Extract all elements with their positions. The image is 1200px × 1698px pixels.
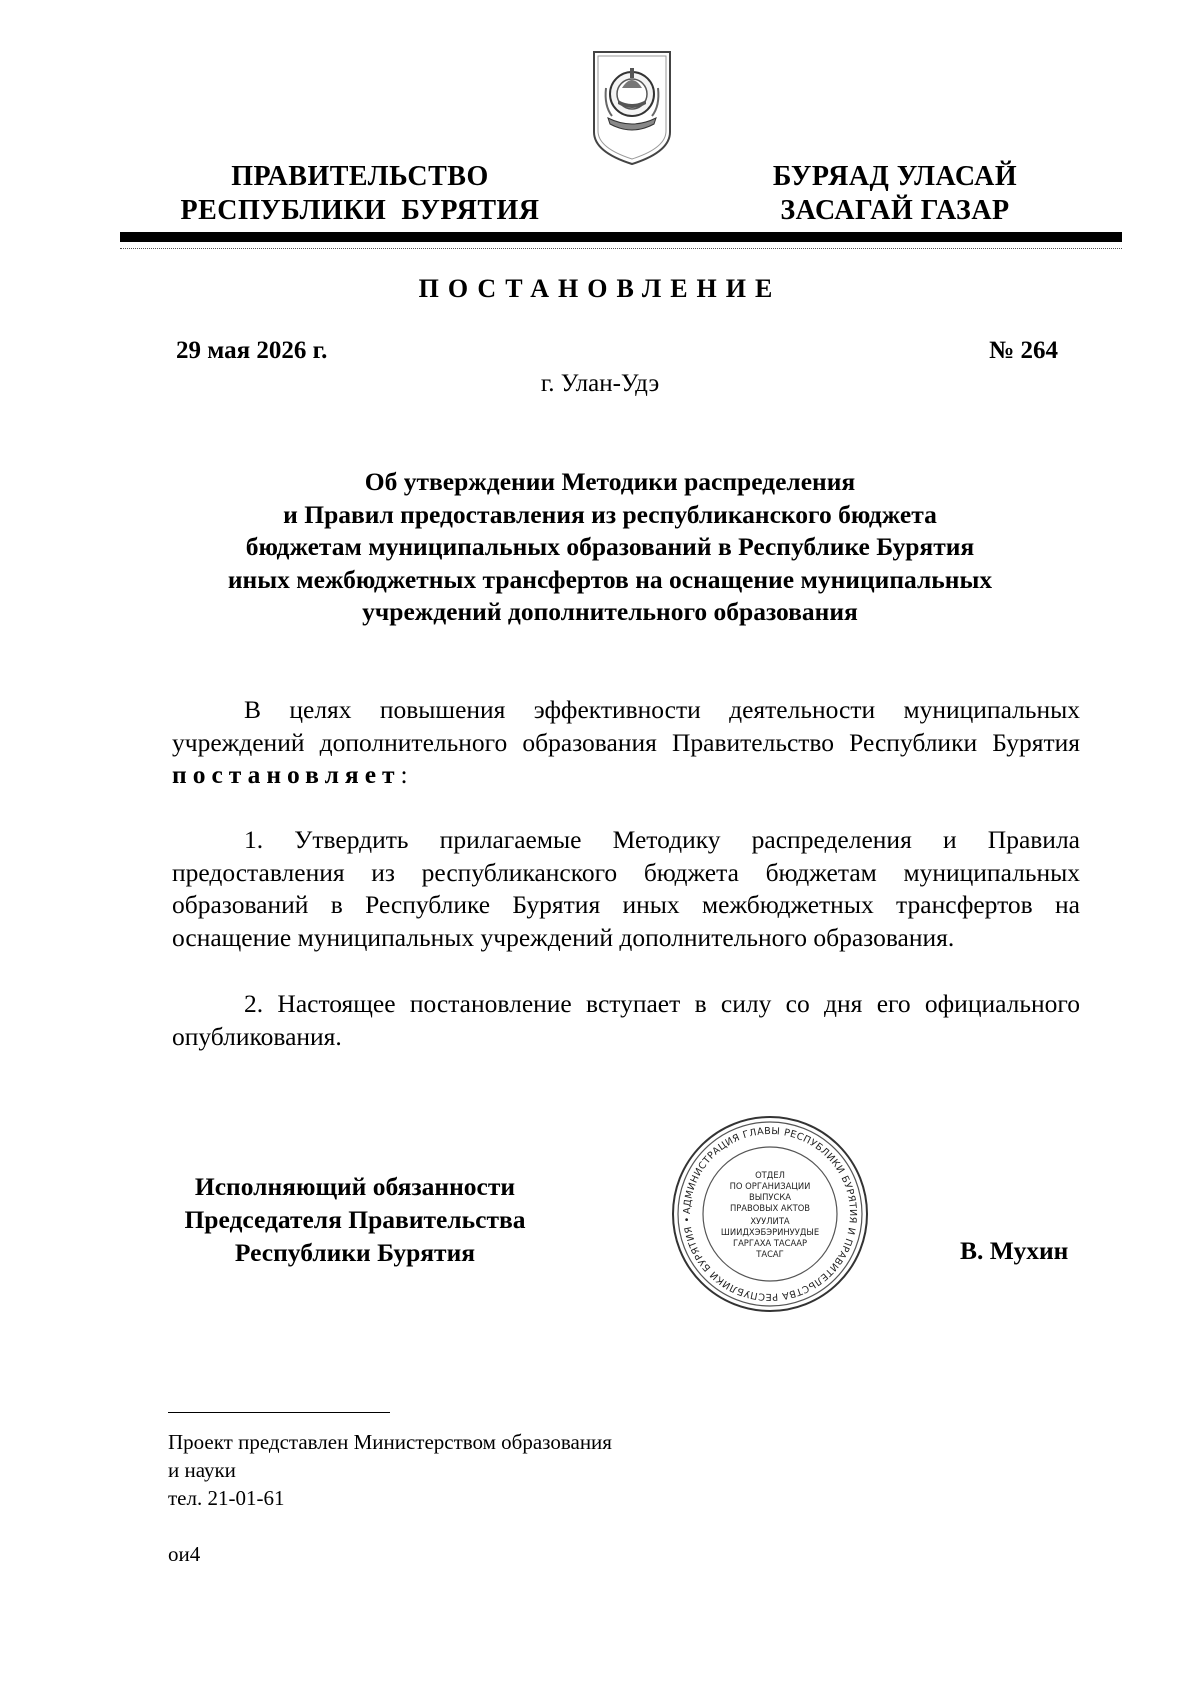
title-line: и Правил предоставления из республиканского бюджета — [283, 499, 937, 529]
item-1-paragraph: 1. Утвердить прилагаемые Методику распределения и Правила предоставления из республиканского бюджета бюджетам муниципальных образований в Республике Бурятия иных межбюджетных трансфертов на оснащение муниципальных учреждений дополнительного образования. — [172, 825, 1080, 952]
document-code: ои4 — [168, 1542, 201, 1566]
document-type: ПОСТАНОВЛЕНИЕ — [418, 274, 782, 303]
title-line: Об утверждении Методики распределения — [364, 467, 856, 496]
signatory-position — [160, 1170, 550, 1269]
seal-center-line: ПО ОРГАНИЗАЦИИ — [729, 1181, 811, 1191]
signatory-name: В. Мухин — [960, 1236, 1069, 1265]
seal-center-line: ОТДЕЛ — [755, 1170, 785, 1180]
document-number: № 264 — [989, 337, 1058, 364]
preamble-text: В целях повышения эффективности деятельности муниципальных учреждений дополнительного образования Правительство Республики Бурятия — [172, 695, 1080, 757]
title-line: учреждений дополнительного образования — [362, 597, 858, 626]
seal-center-line: ПРАВОВЫХ АКТОВ — [729, 1203, 811, 1213]
document-date: 29 мая 2026 г. — [176, 337, 328, 364]
seal-center-line: ХУУЛИТА — [750, 1216, 790, 1226]
coat-of-arms-icon — [588, 48, 676, 168]
header-left-line2: РЕСПУБЛИКИ БУРЯТИЯ — [180, 195, 540, 226]
header-right-line1: БУРЯАД УЛАСАЙ — [772, 161, 1018, 192]
footnote-line2: и науки — [168, 1458, 236, 1482]
signatory-position-line2: Председателя Правительства — [184, 1205, 526, 1234]
document-title — [160, 466, 1060, 629]
header-divider-thin — [120, 248, 1122, 249]
preamble-keyword: постановляет — [172, 760, 401, 789]
seal-ring-text: АДМИНИСТРАЦИЯ ГЛАВЫ РЕСПУБЛИКИ БУРЯТИЯ И ПРАВИТЕЛЬСТВА РЕСПУБЛИКИ БУРЯТИЯ • — [681, 1125, 859, 1303]
signatory-position-line3: Республики Бурятия — [234, 1238, 476, 1267]
header-right — [720, 160, 1070, 228]
title-line: бюджетам муниципальных образований в Республике Бурятия — [245, 532, 975, 561]
header-right-line2: ЗАСАГАЙ ГАЗАР — [780, 195, 1010, 226]
preamble-end: : — [400, 760, 408, 789]
seal-center-line: ВЫПУСКА — [748, 1192, 792, 1202]
signatory-position-line1: Исполняющий обязанности — [194, 1172, 516, 1201]
item-2-paragraph: 2. Настоящее постановление вступает в силу со дня его официального опубликования. — [172, 989, 1080, 1051]
footnote-divider — [168, 1412, 390, 1413]
footnote — [168, 1428, 728, 1512]
footnote-line3: тел. 21-01-61 — [168, 1486, 285, 1510]
seal-center-line: ТАСАГ — [756, 1249, 784, 1259]
footnote-line1: Проект представлен Министерством образования — [168, 1430, 612, 1454]
preamble-paragraph — [172, 694, 1080, 792]
header-left-line1: ПРАВИТЕЛЬСТВО — [231, 161, 489, 192]
title-line: иных межбюджетных трансфертов на оснащение муниципальных — [227, 564, 993, 594]
header-divider-thick — [120, 232, 1122, 242]
seal-center-line: ГАРГАХА ТАСААР — [732, 1238, 808, 1248]
document-city: г. Улан-Удэ — [540, 370, 660, 397]
official-seal-stamp — [670, 1114, 870, 1314]
header-left — [150, 160, 570, 228]
seal-center-line: ШИИДХЭБЭРИНУУДЫЕ — [720, 1227, 820, 1237]
